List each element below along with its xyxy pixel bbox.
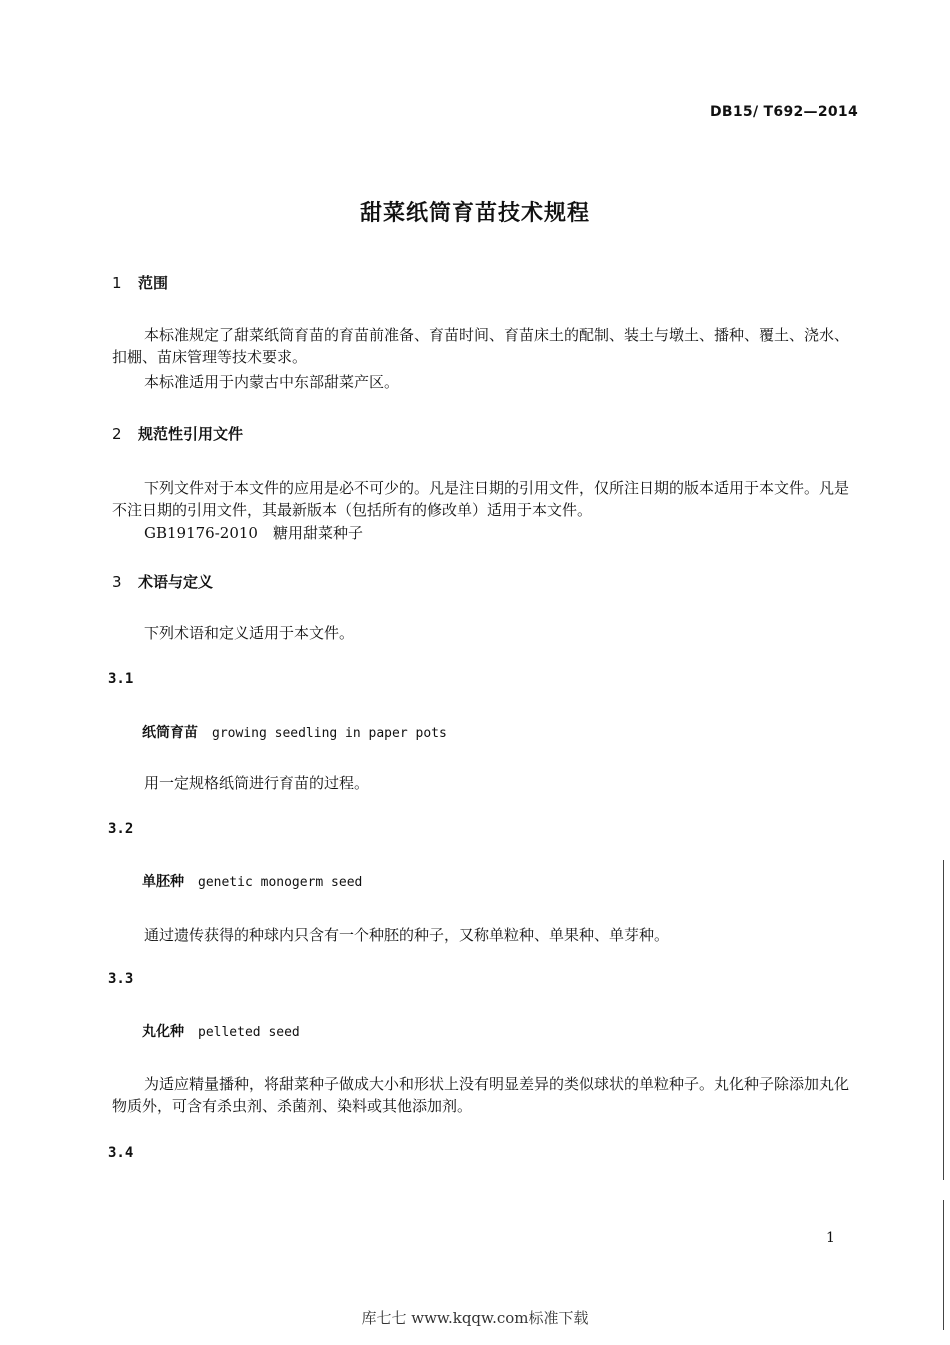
section-2-paragraph-1: 下列文件对于本文件的应用是必不可少的。凡是注日期的引用文件，仅所注日期的版本适用于本文件。凡是不注日期的引用文件，其最新版本（包括所有的修改单）适用于本文件。 — [112, 479, 850, 519]
term-3-2-chinese: 单胚种 — [142, 874, 184, 890]
page-number: 1 — [826, 1230, 835, 1246]
term-3-1-definition: 用一定规格纸筒进行育苗的过程。 — [144, 774, 370, 792]
term-3-2-definition: 通过遗传获得的种球内只含有一个种胚的种子，又称单粒种、单果种、单芽种。 — [144, 926, 670, 944]
section-3-title: 术语与定义 — [138, 573, 214, 591]
section-1-title: 范围 — [138, 274, 169, 292]
section-2-reference: GB19176-2010 糖用甜菜种子 — [144, 524, 363, 542]
section-2-title: 规范性引用文件 — [138, 425, 244, 443]
term-3-2-english: genetic monogerm seed — [198, 875, 363, 890]
term-3-3-number: 3.3 — [108, 971, 134, 987]
section-2-number: 2 — [112, 425, 122, 443]
section-2-heading — [112, 423, 243, 444]
term-3-3-english: pelleted seed — [198, 1025, 300, 1040]
term-3-2 — [142, 871, 362, 891]
term-3-1 — [142, 722, 447, 742]
section-3-number: 3 — [112, 573, 122, 591]
section-1-paragraph-1: 本标准规定了甜菜纸筒育苗的育苗前准备、育苗时间、育苗床土的配制、装土与墩土、播种、覆土、浇水、扣棚、苗床管理等技术要求。 — [112, 326, 850, 366]
term-3-3-definition: 为适应精量播种，将甜菜种子做成大小和形状上没有明显差异的类似球状的单粒种子。丸化种子除添加丸化物质外，可含有杀虫剂、杀菌剂、染料或其他添加剂。 — [112, 1075, 850, 1115]
section-3-paragraph-1: 下列术语和定义适用于本文件。 — [144, 624, 355, 642]
standard-code: DB15/ T692—2014 — [710, 104, 858, 120]
section-3-heading — [112, 571, 213, 592]
term-3-4-number: 3.4 — [108, 1145, 134, 1161]
term-3-1-english: growing seedling in paper pots — [212, 726, 447, 741]
term-3-3-chinese: 丸化种 — [142, 1024, 184, 1040]
scan-edge-line — [943, 860, 944, 1180]
section-1-heading — [112, 272, 168, 293]
section-1-number: 1 — [112, 274, 122, 292]
term-3-3 — [142, 1021, 300, 1041]
scan-edge-line-lower — [943, 1200, 944, 1330]
watermark-footer: 库七七 www.kqqw.com标准下载 — [361, 1309, 589, 1327]
term-3-2-number: 3.2 — [108, 821, 134, 837]
document-title: 甜菜纸筒育苗技术规程 — [359, 201, 590, 226]
section-1-paragraph-2: 本标准适用于内蒙古中东部甜菜产区。 — [144, 373, 400, 391]
term-3-1-chinese: 纸筒育苗 — [142, 725, 198, 741]
term-3-1-number: 3.1 — [108, 671, 134, 687]
